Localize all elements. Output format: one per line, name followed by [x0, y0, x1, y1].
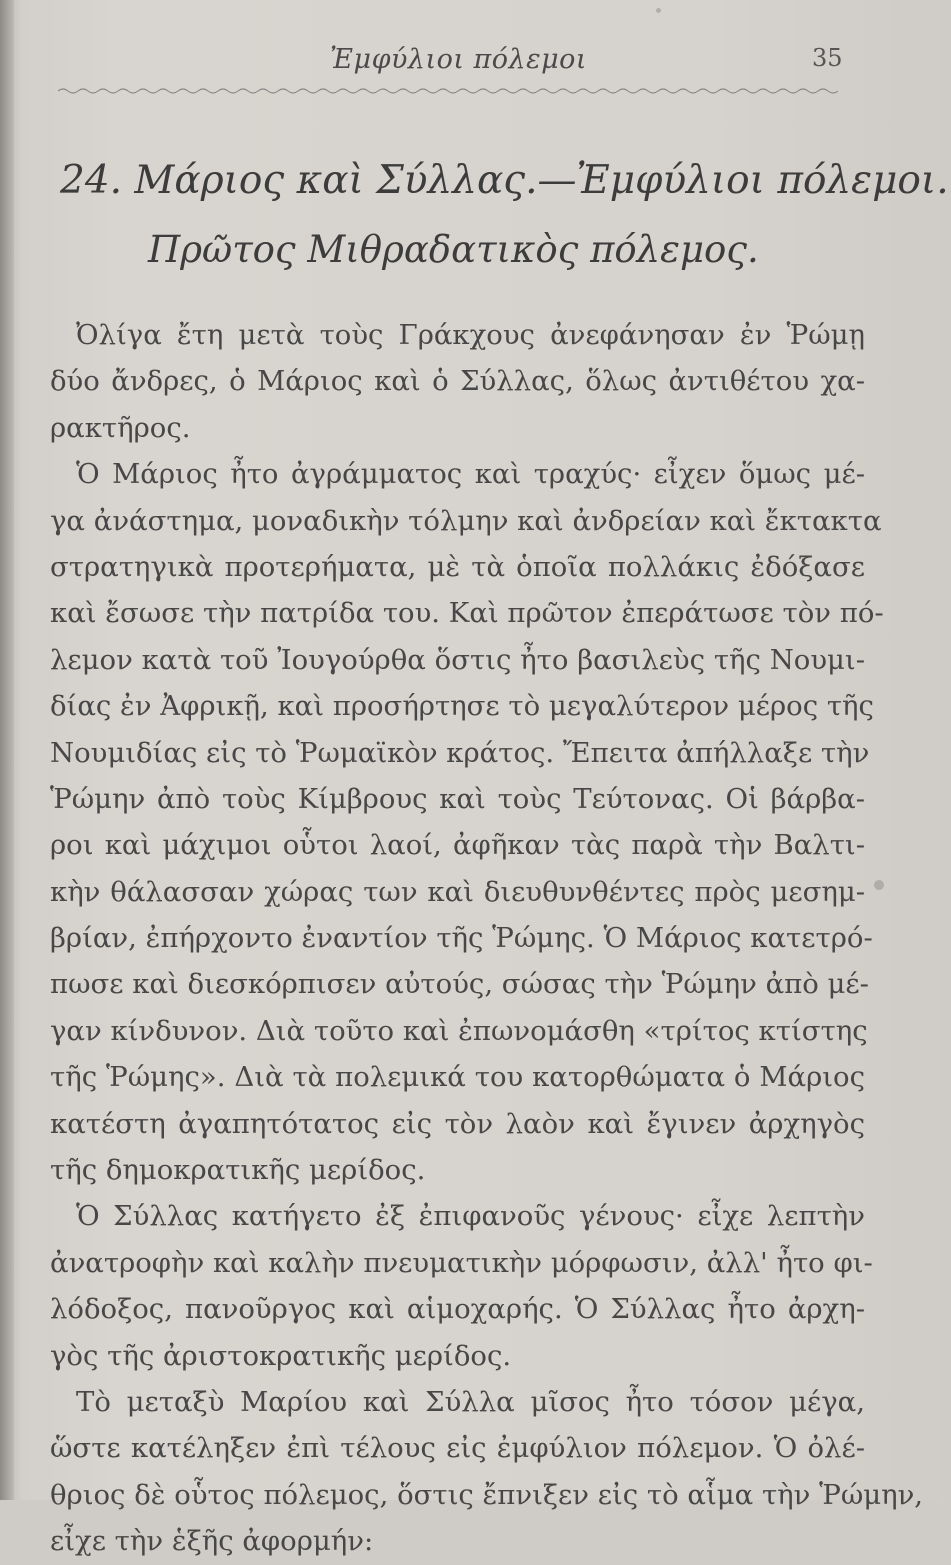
text-line: εἶχε τὴν ἑξῆς ἀφορμήν: — [50, 1525, 374, 1558]
text-line: τῆς δημοκρατικῆς μερίδος. — [50, 1154, 426, 1187]
text-line: Ὁ Σύλλας κατήγετο ἐξ ἐπιφανοῦς γένους· εἶχε λεπτὴν — [76, 1200, 865, 1233]
text-line: θριος δὲ οὗτος πόλεμος, ὅστις ἔπνιξεν εἰς τὸ αἷμα τὴν Ῥώμην, — [50, 1478, 924, 1511]
text-line: γὸς τῆς ἀριστοκρατικῆς μερίδος. — [50, 1339, 512, 1372]
decorative-wavy-rule — [58, 86, 838, 96]
text-line: Ὁ Μάριος ἦτο ἀγράμματος καὶ τραχύς· εἶχεν ὅμως μέ- — [76, 458, 865, 491]
text-line: ἀνατροφὴν καὶ καλὴν πνευματικὴν μόρφωσιν, ἀλλ' ἦτο φι- — [50, 1246, 873, 1279]
chapter-title: 24. Μάριος καὶ Σύλλας.—Ἐμφύλιοι πόλεμοι. — [60, 158, 949, 203]
text-line: ὥστε κατέληξεν ἐπὶ τέλους εἰς ἐμφύλιον πόλεμον. Ὁ ὀλέ- — [50, 1432, 865, 1465]
text-line: γα ἀνάστημα, μοναδικὴν τόλμην καὶ ἀνδρείαν καὶ ἔκτακτα — [50, 504, 882, 537]
running-header — [0, 44, 951, 84]
page-number: 35 — [812, 44, 843, 72]
text-line: δίας ἐν Ἀφρικῇ, καὶ προσήρτησε τὸ μεγαλύτερον μέρος τῆς — [50, 690, 874, 723]
text-line: πωσε καὶ διεσκόρπισεν αὐτούς, σώσας τὴν Ῥώμην ἀπὸ μέ- — [50, 968, 869, 1001]
text-line: γαν κίνδυνον. Διὰ τοῦτο καὶ ἐπωνομάσθη «τρίτος κτίστης — [50, 1014, 868, 1047]
text-line: λόδοξος, πανοῦργος καὶ αἱμοχαρής. Ὁ Σύλλας ἦτο ἀρχη- — [50, 1293, 865, 1326]
text-line: δύο ἄνδρες, ὁ Μάριος καὶ ὁ Σύλλας, ὅλως ἀντιθέτου χα- — [50, 365, 865, 398]
text-line: ρακτῆρος. — [50, 411, 191, 444]
running-title: Ἐμφύλιοι πόλεμοι — [330, 44, 588, 75]
paper-speck — [874, 880, 884, 890]
book-spine-shadow — [0, 0, 14, 1500]
text-line: Τὸ μεταξὺ Μαρίου καὶ Σύλλα μῖσος ἦτο τόσον μέγα, — [76, 1385, 865, 1418]
text-line: στρατηγικὰ προτερήματα, μὲ τὰ ὁποῖα πολλάκις ἐδόξασε — [50, 550, 865, 583]
text-line: βρίαν, ἐπήρχοντο ἐναντίον τῆς Ῥώμης. Ὁ Μάριος κατετρό- — [50, 922, 873, 955]
text-line: λεμον κατὰ τοῦ Ἰουγούρθα ὅστις ἦτο βασιλεὺς τῆς Νουμι- — [50, 643, 865, 676]
paper-speck — [656, 8, 661, 13]
text-line: κατέστη ἀγαπητότατος εἰς τὸν λαὸν καὶ ἔγινεν ἀρχηγὸς — [50, 1107, 865, 1140]
text-line: κὴν θάλασσαν χώρας των καὶ διευθυνθέντες πρὸς μεσημ- — [50, 875, 865, 908]
text-line: τῆς Ῥώμης». Διὰ τὰ πολεμικά του κατορθώματα ὁ Μάριος — [50, 1061, 865, 1094]
text-line: καὶ ἔσωσε τὴν πατρίδα του. Καὶ πρῶτον ἐπεράτωσε τὸν πό- — [50, 597, 884, 630]
text-line: Ὀλίγα ἔτη μετὰ τοὺς Γράκχους ἀνεφάνησαν ἐν Ῥώμῃ — [76, 319, 865, 351]
body-text — [50, 312, 924, 1565]
text-line: ροι καὶ μάχιμοι οὗτοι λαοί, ἀφῆκαν τὰς παρὰ τὴν Βαλτι- — [50, 829, 865, 862]
chapter-subtitle: Πρῶτος Μιθραδατικὸς πόλεμος. — [148, 228, 759, 271]
text-line: Ῥώμην ἀπὸ τοὺς Κίμβρους καὶ τοὺς Τεύτονας. Οἱ βάρβα- — [50, 782, 865, 815]
text-line: Νουμιδίας εἰς τὸ Ῥωμαϊκὸν κράτος. Ἔπειτα ἀπήλλαξε τὴν — [50, 736, 870, 769]
